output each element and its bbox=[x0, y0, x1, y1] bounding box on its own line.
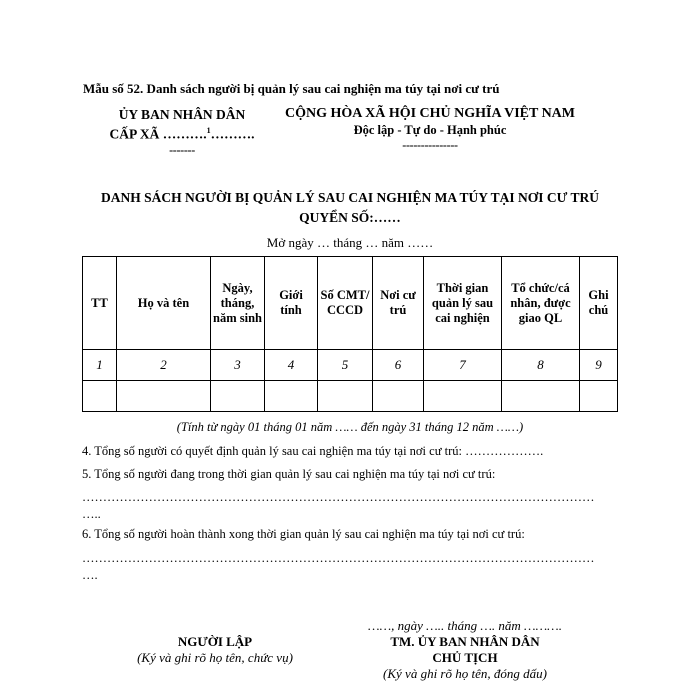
preparer-title: NGƯỜI LẬP bbox=[177, 634, 253, 649]
header-cell: TT bbox=[83, 257, 117, 350]
table-cell bbox=[211, 381, 265, 412]
header-cell: Ghi chú bbox=[580, 257, 618, 350]
preparer-note: (Ký và ghi rõ họ tên, chức vụ) bbox=[137, 650, 293, 665]
table-cell bbox=[580, 381, 618, 412]
table-cell bbox=[424, 381, 502, 412]
item-5-fill-line: …………………………………………………………………………………………………………… bbox=[82, 490, 595, 504]
chairman-title-line2: CHỦ TỊCH bbox=[432, 650, 498, 665]
table-cell bbox=[265, 381, 318, 412]
table-header-row bbox=[83, 257, 618, 350]
table-row bbox=[83, 381, 618, 412]
column-number: 4 bbox=[265, 350, 318, 381]
header-cell: Tổ chức/cá nhân, được giao QL bbox=[502, 257, 580, 350]
item-5: 5. Tổng số người đang trong thời gian quản lý sau cai nghiện ma túy tại nơi cư trú: bbox=[82, 467, 496, 481]
table-cell bbox=[83, 381, 117, 412]
column-number-row bbox=[83, 350, 618, 381]
preparer-signature-block bbox=[110, 634, 320, 666]
authority-divider: ------- bbox=[169, 142, 195, 157]
column-number: 2 bbox=[117, 350, 211, 381]
item-5-fill-tail: ….. bbox=[82, 507, 101, 521]
header-cell: Họ và tên bbox=[117, 257, 211, 350]
header-cell: Nơi cư trú bbox=[373, 257, 424, 350]
footnote-marker: 1 bbox=[206, 126, 211, 135]
header-cell: Giới tính bbox=[265, 257, 318, 350]
header-cell: Thời gian quản lý sau cai nghiện bbox=[424, 257, 502, 350]
column-number: 5 bbox=[318, 350, 373, 381]
table-cell bbox=[318, 381, 373, 412]
chairman-note: (Ký và ghi rõ họ tên, đóng dấu) bbox=[383, 666, 547, 681]
chairman-signature-block bbox=[335, 618, 595, 682]
period-note: (Tính từ ngày 01 tháng 01 năm …… đến ngày 31 tháng 12 năm ……) bbox=[176, 420, 524, 434]
table-cell bbox=[117, 381, 211, 412]
signing-date: ……, ngày ….. tháng …. năm ………. bbox=[368, 618, 562, 633]
column-number: 8 bbox=[502, 350, 580, 381]
commune-level: CẤP XÃ ……….$^1$………. bbox=[109, 126, 255, 142]
column-number: 6 bbox=[373, 350, 424, 381]
document-heading bbox=[40, 188, 660, 228]
table-cell bbox=[373, 381, 424, 412]
country-name: CỘNG HÒA XÃ HỘI CHỦ NGHĨA VIỆT NAM bbox=[284, 106, 575, 121]
national-motto: Độc lập - Tự do - Hạnh phúc bbox=[353, 123, 507, 137]
table-cell bbox=[502, 381, 580, 412]
book-number: QUYỂN SỐ:…… bbox=[299, 210, 401, 225]
item-6-fill-tail: …. bbox=[82, 568, 98, 582]
motto-divider: --------------- bbox=[402, 138, 458, 152]
item-6-fill-line: …………………………………………………………………………………………………………… bbox=[82, 551, 595, 565]
records-table bbox=[82, 256, 618, 412]
column-number: 7 bbox=[424, 350, 502, 381]
column-number: 1 bbox=[83, 350, 117, 381]
item-4: 4. Tổng số người có quyết định quản lý sau cai nghiện ma túy tại nơi cư trú: ………………. bbox=[82, 444, 544, 458]
chairman-title-line1: TM. ỦY BAN NHÂN DÂN bbox=[390, 634, 540, 649]
item-6: 6. Tổng số người hoàn thành xong thời gian quản lý sau cai nghiện ma túy tại nơi cư trú: bbox=[82, 527, 525, 541]
header-cell: Ngày, tháng, năm sinh bbox=[211, 257, 265, 350]
header-cell: Số CMT/ CCCD bbox=[318, 257, 373, 350]
authority-name: ỦY BAN NHÂN DÂN bbox=[118, 107, 246, 122]
issuing-authority bbox=[82, 107, 282, 157]
national-header bbox=[280, 106, 580, 152]
column-number: 3 bbox=[211, 350, 265, 381]
open-date: Mở ngày … tháng … năm …… bbox=[266, 235, 434, 250]
document-title: DANH SÁCH NGƯỜI BỊ QUẢN LÝ SAU CAI NGHIỆN MA TÚY TẠI NƠI CƯ TRÚ bbox=[100, 190, 600, 205]
form-title: Mẫu số 52. Danh sách người bị quản lý sau cai nghiện ma túy tại nơi cư trú bbox=[83, 81, 500, 96]
column-number: 9 bbox=[580, 350, 618, 381]
